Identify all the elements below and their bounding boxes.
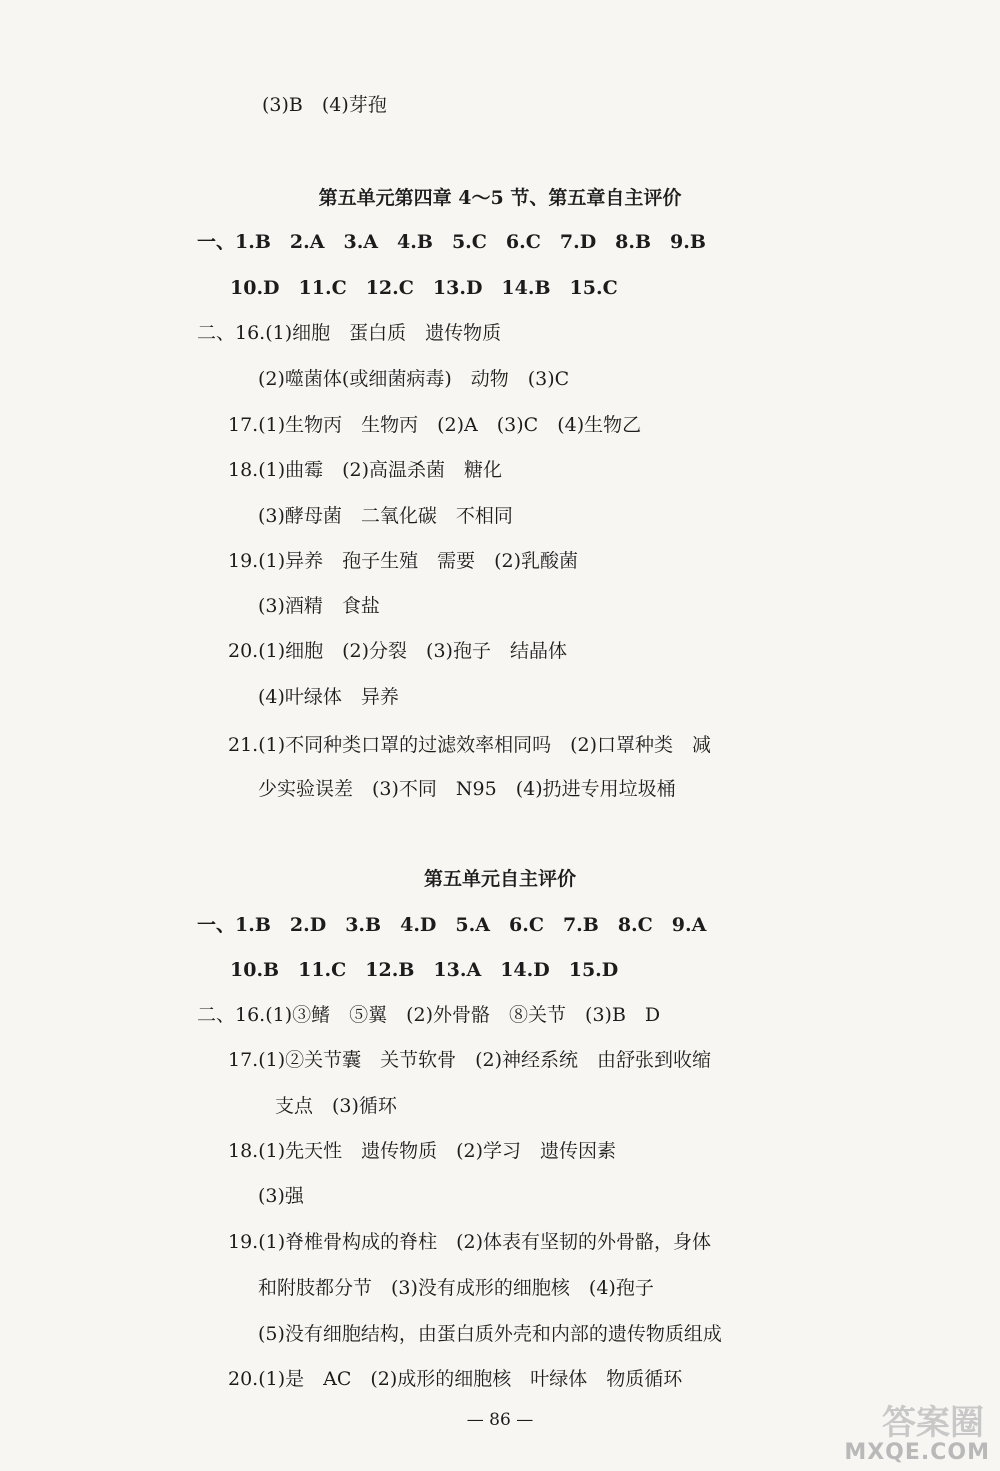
answer-line: (4)叶绿体 异养: [258, 686, 399, 708]
answer-line: 21.(1)不同种类口罩的过滤效率相同吗 (2)口罩种类 减: [228, 734, 712, 756]
answer-line: 二、16.(1)细胞 蛋白质 遗传物质: [197, 322, 502, 344]
answer-line: 和附肢都分节 (3)没有成形的细胞核 (4)孢子: [258, 1277, 654, 1299]
answer-line: (3)酒精 食盐: [258, 595, 380, 617]
answer-line: 18.(1)曲霉 (2)高温杀菌 糖化: [228, 459, 503, 481]
answer-line: 二、16.(1)③鳍 ⑤翼 (2)外骨骼 ⑧关节 (3)B D: [197, 1004, 661, 1026]
answer-line: 18.(1)先天性 遗传物质 (2)学习 遗传因素: [228, 1140, 617, 1162]
answer-line: 20.(1)是 AC (2)成形的细胞核 叶绿体 物质循环: [228, 1368, 683, 1390]
answer-line: 17.(1)②关节囊 关节软骨 (2)神经系统 由舒张到收缩: [228, 1049, 712, 1071]
watermark-site: MXQE.COM: [844, 1440, 990, 1465]
answer-line: (3)强: [258, 1185, 304, 1207]
answer-line: (2)噬菌体(或细菌病毒) 动物 (3)C: [258, 368, 570, 390]
section-title-unit5-ch4-5: 第五单元第四章 4～5 节、第五章自主评价: [318, 187, 682, 209]
watermark: [742, 1395, 992, 1467]
answer-line: 10.D 11.C 12.C 13.D 14.B 15.C: [230, 277, 618, 299]
section-title-unit5: 第五单元自主评价: [423, 868, 576, 890]
page-number: — 86 —: [466, 1410, 534, 1430]
answer-line: (3)B (4)芽孢: [262, 94, 387, 116]
answer-line: 少实验误差 (3)不同 N95 (4)扔进专用垃圾桶: [258, 778, 676, 800]
watermark-logo: 答案圈: [882, 1403, 984, 1443]
answer-line: (5)没有细胞结构，由蛋白质外壳和内部的遗传物质组成: [258, 1323, 722, 1345]
answer-line: 19.(1)异养 孢子生殖 需要 (2)乳酸菌: [228, 550, 579, 572]
answer-line: (3)酵母菌 二氧化碳 不相同: [258, 505, 513, 527]
answer-line: 一、1.B 2.D 3.B 4.D 5.A 6.C 7.B 8.C 9.A: [197, 914, 707, 936]
answer-line: 20.(1)细胞 (2)分裂 (3)孢子 结晶体: [228, 640, 567, 662]
answer-line: 支点 (3)循环: [275, 1095, 397, 1117]
answer-line: 10.B 11.C 12.B 13.A 14.D 15.D: [230, 959, 619, 981]
answer-line: 一、1.B 2.A 3.A 4.B 5.C 6.C 7.D 8.B 9.B: [197, 231, 706, 253]
answer-line: 17.(1)生物丙 生物丙 (2)A (3)C (4)生物乙: [228, 414, 642, 436]
answer-line: 19.(1)脊椎骨构成的脊柱 (2)体表有坚韧的外骨骼，身体: [228, 1231, 712, 1253]
